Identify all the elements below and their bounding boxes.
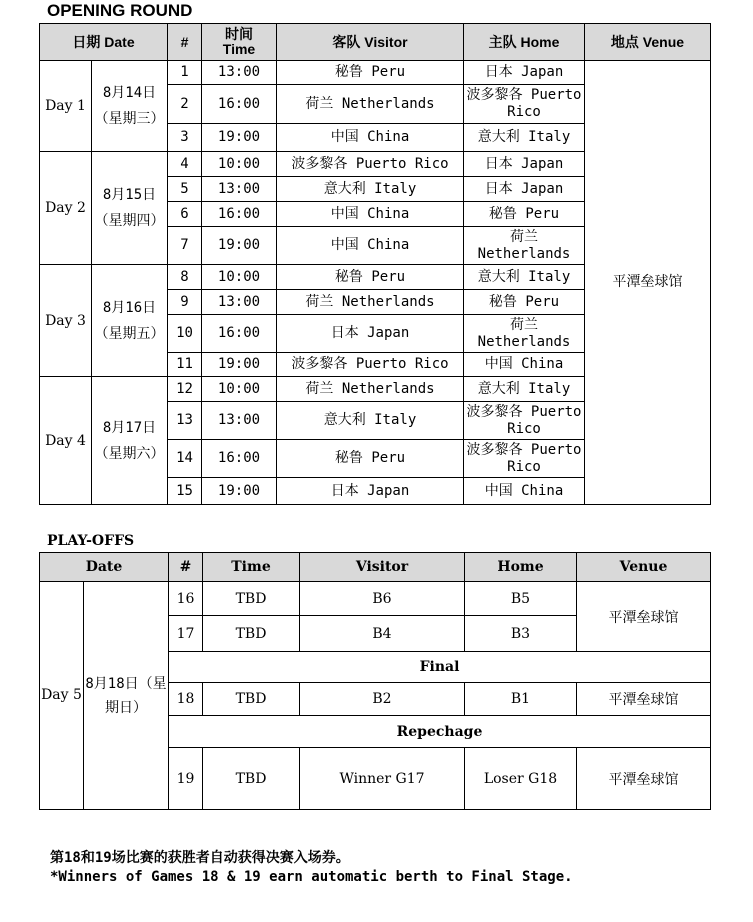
day-cell: Day 5: [40, 582, 84, 810]
game-time: 19:00: [202, 353, 277, 377]
game-visitor: 秘鲁 Peru: [277, 440, 464, 478]
game-num: 17: [169, 616, 203, 652]
game-num: 13: [168, 402, 202, 440]
game-home: 波多黎各 Puerto Rico: [464, 440, 585, 478]
game-home: 日本 Japan: [464, 61, 585, 85]
game-num: 6: [168, 202, 202, 227]
game-time: 16:00: [202, 315, 277, 353]
header-num: #: [168, 24, 202, 61]
game-home: B1: [465, 683, 577, 716]
date-cell: 8月17日（星期六）: [92, 377, 168, 505]
opening-round-title: OPENING ROUND: [47, 1, 193, 20]
game-visitor: 意大利 Italy: [277, 177, 464, 202]
game-num: 15: [168, 478, 202, 505]
game-num: 8: [168, 265, 202, 290]
game-num: 11: [168, 353, 202, 377]
final-label: Final: [169, 652, 711, 683]
header-date: Date: [40, 553, 169, 582]
date-cell: 8月16日（星期五）: [92, 265, 168, 377]
game-home: 意大利 Italy: [464, 124, 585, 152]
game-visitor: 意大利 Italy: [277, 402, 464, 440]
game-visitor: B6: [300, 582, 465, 616]
day-cell: Day 4: [40, 377, 92, 505]
game-time: TBD: [203, 683, 300, 716]
game-time: 19:00: [202, 478, 277, 505]
playoffs-table: [39, 552, 711, 810]
game-time: TBD: [203, 748, 300, 810]
game-visitor: 中国 China: [277, 227, 464, 265]
game-home: 荷兰 Netherlands: [464, 227, 585, 265]
game-visitor: 荷兰 Netherlands: [277, 85, 464, 124]
game-home: 日本 Japan: [464, 177, 585, 202]
date-cell: 8月15日（星期四）: [92, 152, 168, 265]
game-time: 19:00: [202, 124, 277, 152]
header-time: 时间 Time: [202, 24, 277, 61]
playoffs-title: PLAY-OFFS: [47, 533, 135, 549]
venue-cell: 平潭垒球馆: [577, 683, 711, 716]
game-visitor: 秘鲁 Peru: [277, 61, 464, 85]
game-home: 中国 China: [464, 353, 585, 377]
game-home: 波多黎各 Puerto Rico: [464, 85, 585, 124]
game-num: 7: [168, 227, 202, 265]
game-home: B3: [465, 616, 577, 652]
game-home: 中国 China: [464, 478, 585, 505]
header-home: Home: [465, 553, 577, 582]
game-home: 意大利 Italy: [464, 377, 585, 402]
game-time: 13:00: [202, 177, 277, 202]
date-cell: 8月18日（星期日）: [84, 582, 169, 810]
game-time: 13:00: [202, 402, 277, 440]
playoffs-header-row: [40, 553, 711, 582]
game-visitor: B4: [300, 616, 465, 652]
header-date: 日期 Date: [40, 24, 168, 61]
game-time: 13:00: [202, 290, 277, 315]
game-visitor: 秘鲁 Peru: [277, 265, 464, 290]
game-num: 5: [168, 177, 202, 202]
game-num: 14: [168, 440, 202, 478]
game-time: TBD: [203, 582, 300, 616]
game-visitor: B2: [300, 683, 465, 716]
game-visitor: Winner G17: [300, 748, 465, 810]
game-num: 18: [169, 683, 203, 716]
game-visitor: 日本 Japan: [277, 478, 464, 505]
game-home: Loser G18: [465, 748, 577, 810]
venue-cell: 平潭垒球馆: [585, 61, 711, 505]
table-row: [40, 61, 711, 85]
game-visitor: 荷兰 Netherlands: [277, 377, 464, 402]
game-visitor: 波多黎各 Puerto Rico: [277, 353, 464, 377]
table-row: [40, 582, 711, 616]
header-venue: Venue: [577, 553, 711, 582]
game-home: 秘鲁 Peru: [464, 202, 585, 227]
game-visitor: 中国 China: [277, 124, 464, 152]
header-venue: 地点 Venue: [585, 24, 711, 61]
game-home: 秘鲁 Peru: [464, 290, 585, 315]
game-num: 9: [168, 290, 202, 315]
game-home: 日本 Japan: [464, 152, 585, 177]
game-visitor: 荷兰 Netherlands: [277, 290, 464, 315]
game-num: 10: [168, 315, 202, 353]
game-home: B5: [465, 582, 577, 616]
game-num: 16: [169, 582, 203, 616]
game-visitor: 中国 China: [277, 202, 464, 227]
day-cell: Day 1: [40, 61, 92, 152]
game-time: 16:00: [202, 440, 277, 478]
game-time: 10:00: [202, 265, 277, 290]
game-num: 2: [168, 85, 202, 124]
game-num: 19: [169, 748, 203, 810]
game-time: 10:00: [202, 152, 277, 177]
header-visitor: Visitor: [300, 553, 465, 582]
game-num: 3: [168, 124, 202, 152]
game-time: 16:00: [202, 202, 277, 227]
footnote-english: *Winners of Games 18 & 19 earn automatic berth to Final Stage.: [50, 869, 573, 885]
venue-cell: 平潭垒球馆: [577, 582, 711, 652]
header-visitor: 客队 Visitor: [277, 24, 464, 61]
opening-round-table: [39, 23, 711, 505]
game-home: 波多黎各 Puerto Rico: [464, 402, 585, 440]
game-time: 10:00: [202, 377, 277, 402]
day-cell: Day 3: [40, 265, 92, 377]
header-num: #: [169, 553, 203, 582]
opening-header-row: [40, 24, 711, 61]
game-time: 16:00: [202, 85, 277, 124]
venue-cell: 平潭垒球馆: [577, 748, 711, 810]
game-time: 19:00: [202, 227, 277, 265]
header-time: Time: [203, 553, 300, 582]
header-home: 主队 Home: [464, 24, 585, 61]
game-time: 13:00: [202, 61, 277, 85]
footnote-chinese: 第18和19场比赛的获胜者自动获得决赛入场券。: [50, 850, 350, 866]
game-visitor: 日本 Japan: [277, 315, 464, 353]
game-home: 荷兰 Netherlands: [464, 315, 585, 353]
day-cell: Day 2: [40, 152, 92, 265]
repechage-label: Repechage: [169, 716, 711, 748]
game-home: 意大利 Italy: [464, 265, 585, 290]
game-visitor: 波多黎各 Puerto Rico: [277, 152, 464, 177]
game-num: 4: [168, 152, 202, 177]
game-num: 12: [168, 377, 202, 402]
game-time: TBD: [203, 616, 300, 652]
game-num: 1: [168, 61, 202, 85]
date-cell: 8月14日（星期三）: [92, 61, 168, 152]
